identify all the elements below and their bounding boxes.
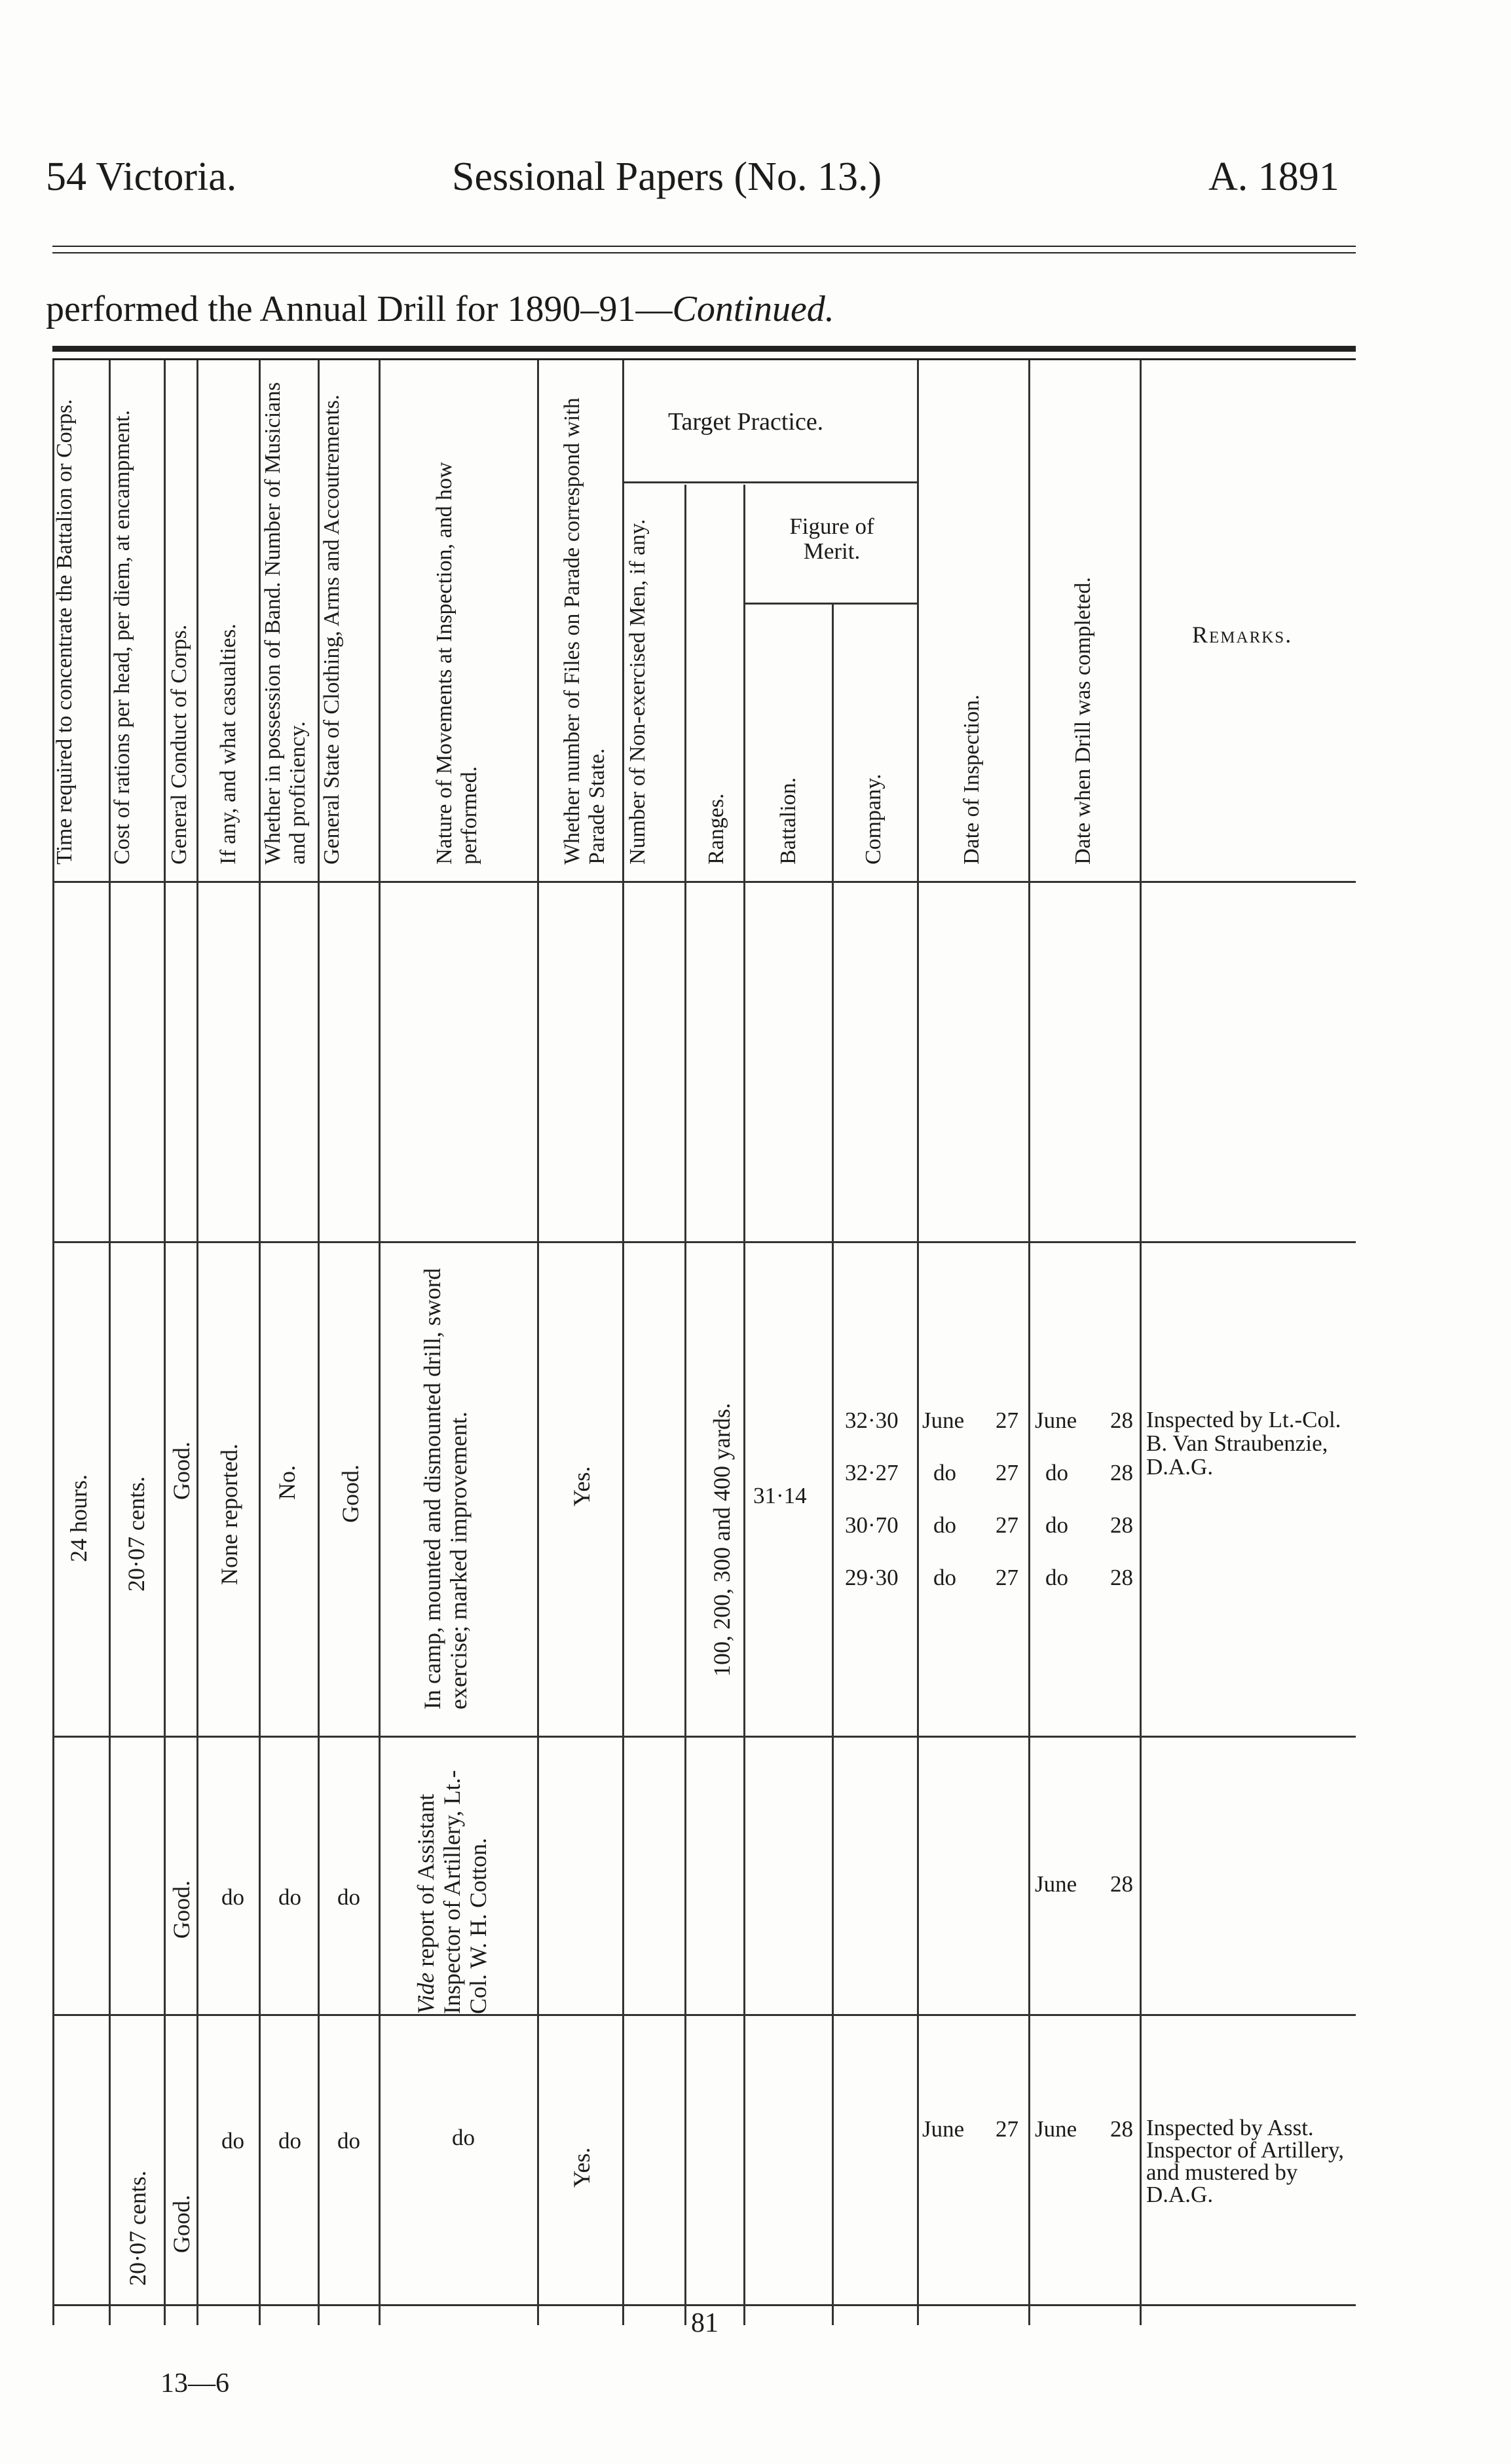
cell-band: No.	[274, 1465, 300, 1500]
cell-files: Yes.	[569, 1466, 595, 1506]
cell-inspection-month: do	[933, 1512, 956, 1538]
cell-company: 32·27	[845, 1460, 899, 1485]
cell-completed-day: 28	[1110, 1408, 1133, 1433]
cell-completed-day: 28	[1110, 1512, 1133, 1538]
cell-ranges: 100, 200, 300 and 400 yards.	[709, 1403, 735, 1677]
cell-files: Yes.	[569, 2147, 595, 2188]
cell-completed-month: do	[1045, 1460, 1068, 1485]
cell-completed-day: 28	[1110, 1565, 1133, 1590]
cell-inspection-month: do	[933, 1565, 956, 1590]
cell-casualties: do	[221, 1884, 244, 1910]
header-rule	[52, 246, 1356, 247]
signature-mark: 13—6	[160, 2368, 229, 2399]
cell-completed-month: June	[1035, 1871, 1077, 1897]
cell-inspection-month: June	[922, 1408, 965, 1433]
cell-movements: Vide report of Assistant Inspector of Artillery, Lt.-Col. W. H. Cotton.	[413, 1770, 491, 2014]
cell-completed-month: do	[1045, 1565, 1068, 1590]
cell-inspection-day: 27	[996, 1565, 1018, 1590]
cell-completed-month: June	[1035, 1408, 1077, 1433]
header-year: A. 1891	[1208, 155, 1339, 199]
col-figure-of-merit: Figure of Merit.	[789, 513, 874, 564]
table-caption: performed the Annual Drill for 1890–91—Continued.	[46, 289, 834, 329]
cell-completed-day: 28	[1110, 1460, 1133, 1485]
col-ranges: Ranges.	[704, 793, 728, 865]
col-casualties: If any, and what casualties.	[216, 624, 240, 865]
cell-inspection-day: 27	[996, 2116, 1018, 2142]
cell-company: 29·30	[845, 1565, 899, 1590]
cell-battalion: 31·14	[753, 1483, 807, 1508]
header-rule-2	[52, 252, 1356, 253]
cell-completed-month: do	[1045, 1512, 1068, 1538]
cell-cost: 20·07 cents.	[123, 1476, 149, 1592]
cell-clothing: do	[337, 1884, 360, 1910]
col-files: Whether number of Files on Parade correspond with Parade State.	[560, 398, 609, 865]
table-top-rule-2	[52, 358, 1356, 360]
col-company: Company.	[861, 774, 886, 865]
col-clothing: General State of Clothing, Arms and Accoutrements.	[320, 394, 344, 865]
cell-movements: do	[452, 2125, 475, 2150]
col-cost: Cost of rations per head, per diem, at encampment.	[110, 410, 134, 865]
cell-conduct: Good.	[168, 1880, 195, 1939]
col-date-inspection: Date of Inspection.	[960, 694, 984, 865]
cell-completed-month: June	[1035, 2116, 1077, 2142]
cell-inspection-month: do	[933, 1460, 956, 1485]
cell-conduct: Good.	[168, 2195, 195, 2253]
cell-remarks: Inspected by Asst. Inspector of Artillery, and mustered by D.A.G.	[1146, 2115, 1344, 2207]
header-title: Sessional Papers (No. 13.)	[452, 155, 882, 199]
cell-cost: 20·07 cents.	[124, 2171, 151, 2286]
cell-movements: In camp, mounted and dismounted drill, sword exercise; marked improvement.	[419, 1268, 472, 1709]
cell-inspection-month: June	[922, 2116, 965, 2142]
cell-completed-day: 28	[1110, 1871, 1133, 1897]
col-remarks: Remarks.	[1192, 622, 1293, 648]
col-conduct: General Conduct of Corps.	[167, 624, 191, 865]
table-top-rule	[52, 346, 1356, 352]
cell-inspection-day: 27	[996, 1512, 1018, 1538]
cell-remarks: Inspected by Lt.-Col. B. Van Straubenzie, D.A.G.	[1146, 1407, 1341, 1480]
cell-band: do	[278, 2128, 301, 2154]
cell-inspection-day: 27	[996, 1460, 1018, 1485]
cell-inspection-day: 27	[996, 1408, 1018, 1433]
cell-company: 32·30	[845, 1408, 899, 1433]
cell-band: do	[278, 1884, 301, 1910]
cell-company: 30·70	[845, 1512, 899, 1538]
col-date-completed: Date when Drill was completed.	[1071, 576, 1095, 865]
col-nonexercised: Number of Non-exercised Men, if any.	[625, 519, 650, 865]
cell-casualties: None reported.	[216, 1444, 242, 1585]
col-battalion: Battalion.	[776, 777, 800, 865]
cell-conduct: Good.	[168, 1442, 195, 1500]
page-number: 81	[691, 2308, 718, 2338]
cell-completed-day: 28	[1110, 2116, 1133, 2142]
header-volume: 54 Victoria.	[46, 155, 237, 199]
cell-clothing: Good.	[337, 1465, 364, 1523]
col-movements: Nature of Movements at Inspection, and how performed.	[432, 462, 481, 865]
col-time: Time required to concentrate the Battalion or Corps.	[52, 399, 77, 865]
col-band: Whether in possession of Band. Number of Musicians and proficiency.	[261, 382, 310, 865]
cell-clothing: do	[337, 2128, 360, 2154]
cell-time: 24 hours.	[65, 1474, 92, 1562]
cell-casualties: do	[221, 2128, 244, 2154]
col-target-practice: Target Practice.	[668, 408, 824, 436]
